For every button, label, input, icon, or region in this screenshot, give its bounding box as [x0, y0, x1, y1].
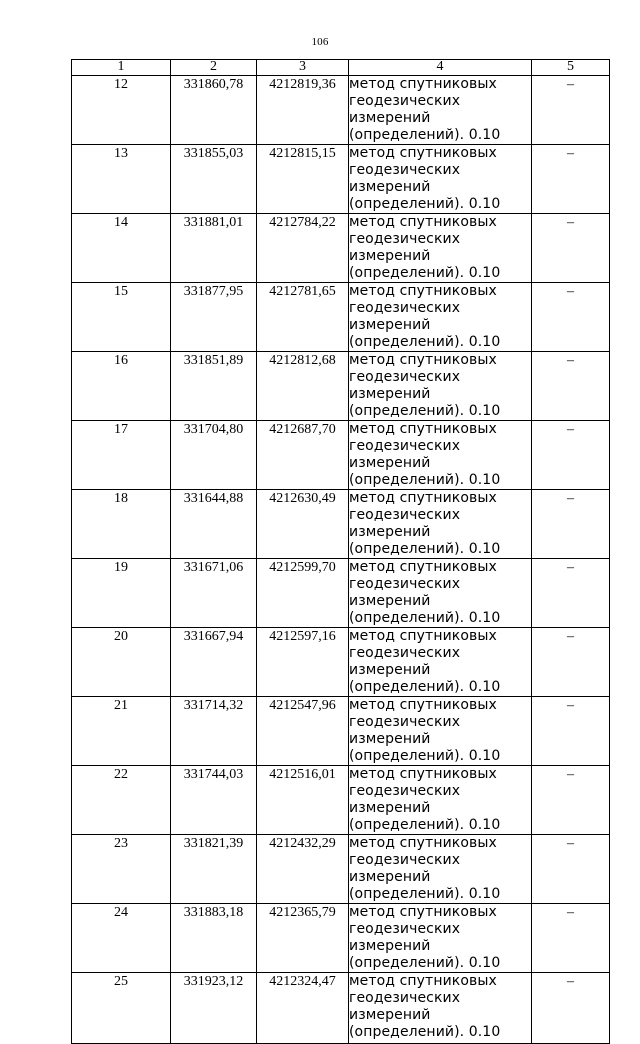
- note-cell: –: [532, 283, 610, 352]
- y-coordinate-cell: 4212324,47: [257, 973, 349, 1044]
- point-number-cell: 21: [72, 697, 171, 766]
- note-cell: –: [532, 904, 610, 973]
- y-coordinate-cell: 4212599,70: [257, 559, 349, 628]
- point-number-cell: 12: [72, 76, 171, 145]
- note-cell: –: [532, 559, 610, 628]
- column-header: 4: [349, 60, 532, 76]
- point-number-cell: 23: [72, 835, 171, 904]
- y-coordinate-cell: 4212516,01: [257, 766, 349, 835]
- y-coordinate-cell: 4212630,49: [257, 490, 349, 559]
- note-cell: –: [532, 628, 610, 697]
- x-coordinate-cell: 331860,78: [171, 76, 257, 145]
- x-coordinate-cell: 331877,95: [171, 283, 257, 352]
- x-coordinate-cell: 331714,32: [171, 697, 257, 766]
- table-row: [72, 835, 610, 904]
- table-row: [72, 421, 610, 490]
- method-cell: метод спутниковых геодезических измерений (определений). 0.10: [349, 628, 532, 697]
- note-cell: –: [532, 145, 610, 214]
- coordinates-table: [71, 59, 610, 1044]
- table-row: [72, 697, 610, 766]
- page-number: 106: [311, 36, 329, 48]
- note-cell: –: [532, 697, 610, 766]
- method-cell: метод спутниковых геодезических измерений (определений). 0.10: [349, 490, 532, 559]
- note-cell: –: [532, 973, 610, 1044]
- table-row: [72, 214, 610, 283]
- column-header: 1: [72, 60, 171, 76]
- column-header: 3: [257, 60, 349, 76]
- table-row: [72, 904, 610, 973]
- point-number-cell: 18: [72, 490, 171, 559]
- method-cell: метод спутниковых геодезических измерений (определений). 0.10: [349, 973, 532, 1044]
- x-coordinate-cell: 331855,03: [171, 145, 257, 214]
- table-row: [72, 559, 610, 628]
- note-cell: –: [532, 421, 610, 490]
- method-cell: метод спутниковых геодезических измерений (определений). 0.10: [349, 283, 532, 352]
- x-coordinate-cell: 331744,03: [171, 766, 257, 835]
- y-coordinate-cell: 4212597,16: [257, 628, 349, 697]
- x-coordinate-cell: 331851,89: [171, 352, 257, 421]
- note-cell: –: [532, 835, 610, 904]
- y-coordinate-cell: 4212815,15: [257, 145, 349, 214]
- method-cell: метод спутниковых геодезических измерений (определений). 0.10: [349, 352, 532, 421]
- table-row: [72, 283, 610, 352]
- point-number-cell: 20: [72, 628, 171, 697]
- column-header: 5: [532, 60, 610, 76]
- point-number-cell: 14: [72, 214, 171, 283]
- point-number-cell: 19: [72, 559, 171, 628]
- y-coordinate-cell: 4212547,96: [257, 697, 349, 766]
- note-cell: –: [532, 76, 610, 145]
- column-header: 2: [171, 60, 257, 76]
- x-coordinate-cell: 331704,80: [171, 421, 257, 490]
- table-row: [72, 766, 610, 835]
- table-row: [72, 490, 610, 559]
- method-cell: метод спутниковых геодезических измерений (определений). 0.10: [349, 421, 532, 490]
- table-row: [72, 628, 610, 697]
- y-coordinate-cell: 4212365,79: [257, 904, 349, 973]
- x-coordinate-cell: 331644,88: [171, 490, 257, 559]
- y-coordinate-cell: 4212819,36: [257, 76, 349, 145]
- note-cell: –: [532, 214, 610, 283]
- method-cell: метод спутниковых геодезических измерений (определений). 0.10: [349, 904, 532, 973]
- y-coordinate-cell: 4212432,29: [257, 835, 349, 904]
- point-number-cell: 22: [72, 766, 171, 835]
- method-cell: метод спутниковых геодезических измерений (определений). 0.10: [349, 145, 532, 214]
- y-coordinate-cell: 4212784,22: [257, 214, 349, 283]
- x-coordinate-cell: 331671,06: [171, 559, 257, 628]
- method-cell: метод спутниковых геодезических измерений (определений). 0.10: [349, 697, 532, 766]
- x-coordinate-cell: 331883,18: [171, 904, 257, 973]
- method-cell: метод спутниковых геодезических измерений (определений). 0.10: [349, 559, 532, 628]
- x-coordinate-cell: 331881,01: [171, 214, 257, 283]
- method-cell: метод спутниковых геодезических измерений (определений). 0.10: [349, 766, 532, 835]
- method-cell: метод спутниковых геодезических измерений (определений). 0.10: [349, 214, 532, 283]
- note-cell: –: [532, 490, 610, 559]
- method-cell: метод спутниковых геодезических измерений (определений). 0.10: [349, 835, 532, 904]
- table-row: [72, 145, 610, 214]
- table-row: [72, 352, 610, 421]
- point-number-cell: 17: [72, 421, 171, 490]
- point-number-cell: 13: [72, 145, 171, 214]
- point-number-cell: 24: [72, 904, 171, 973]
- point-number-cell: 16: [72, 352, 171, 421]
- table-row: [72, 76, 610, 145]
- x-coordinate-cell: 331667,94: [171, 628, 257, 697]
- x-coordinate-cell: 331821,39: [171, 835, 257, 904]
- y-coordinate-cell: 4212781,65: [257, 283, 349, 352]
- table-body: [72, 76, 610, 1044]
- table-row: [72, 973, 610, 1044]
- y-coordinate-cell: 4212687,70: [257, 421, 349, 490]
- method-cell: метод спутниковых геодезических измерений (определений). 0.10: [349, 76, 532, 145]
- x-coordinate-cell: 331923,12: [171, 973, 257, 1044]
- y-coordinate-cell: 4212812,68: [257, 352, 349, 421]
- table-header-row: [72, 60, 610, 76]
- note-cell: –: [532, 352, 610, 421]
- note-cell: –: [532, 766, 610, 835]
- point-number-cell: 25: [72, 973, 171, 1044]
- point-number-cell: 15: [72, 283, 171, 352]
